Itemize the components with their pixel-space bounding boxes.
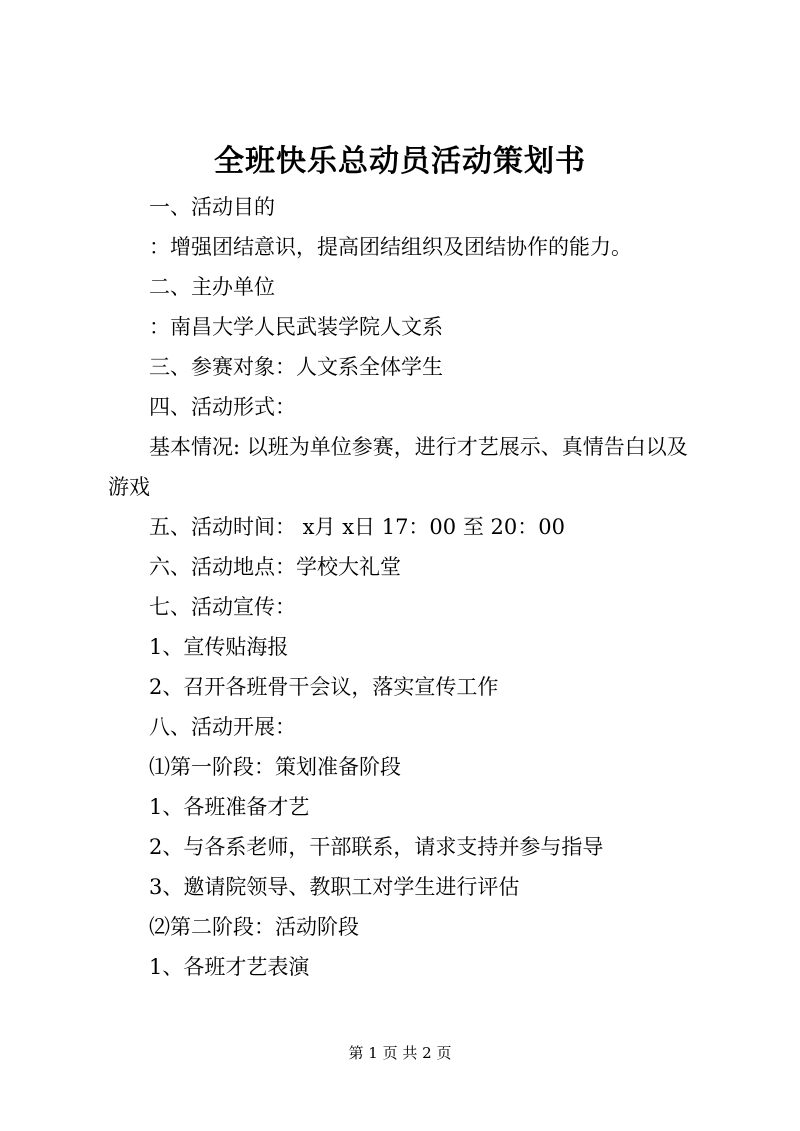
list-item: 1、各班才艺表演	[149, 955, 310, 979]
section-heading-format: 四、活动形式：	[149, 395, 296, 419]
list-item: 2、召开各班骨干会议，落实宣传工作	[149, 675, 499, 699]
subsection-heading-stage2: ⑵第二阶段：活动阶段	[149, 915, 359, 939]
document-title: 全班快乐总动员活动策划书	[214, 144, 586, 179]
list-item: 3、邀请院领导、教职工对学生进行评估	[149, 875, 520, 899]
section-heading-time: 五、活动时间： x月 x日 17：00 至 20：00	[149, 515, 565, 539]
section-heading-location: 六、活动地点：学校大礼堂	[149, 555, 401, 579]
section-heading-publicity: 七、活动宣传：	[149, 595, 296, 619]
paragraph-format-line2: 游戏	[108, 475, 150, 499]
section-heading-organizer: 二、主办单位	[149, 275, 275, 299]
list-item: 2、与各系老师，干部联系，请求支持并参与指导	[149, 835, 604, 859]
section-heading-participants: 三、参赛对象：人文系全体学生	[149, 355, 443, 379]
section-heading-purpose: 一、活动目的	[149, 195, 275, 219]
subsection-heading-stage1: ⑴第一阶段：策划准备阶段	[149, 755, 401, 779]
paragraph-format-line1: 基本情况: 以班为单位参赛，进行才艺展示、真情告白以及	[149, 435, 688, 459]
list-item: 1、各班准备才艺	[149, 795, 310, 819]
list-item: 1、宣传贴海报	[149, 635, 289, 659]
page-number-footer: 第 1 页 共 2 页	[348, 1044, 452, 1062]
section-heading-activities: 八、活动开展：	[149, 715, 296, 739]
paragraph-purpose: ：增强团结意识，提高团结组织及团结协作的能力。	[149, 235, 632, 259]
paragraph-organizer: ：南昌大学人民武装学院人文系	[149, 315, 443, 339]
